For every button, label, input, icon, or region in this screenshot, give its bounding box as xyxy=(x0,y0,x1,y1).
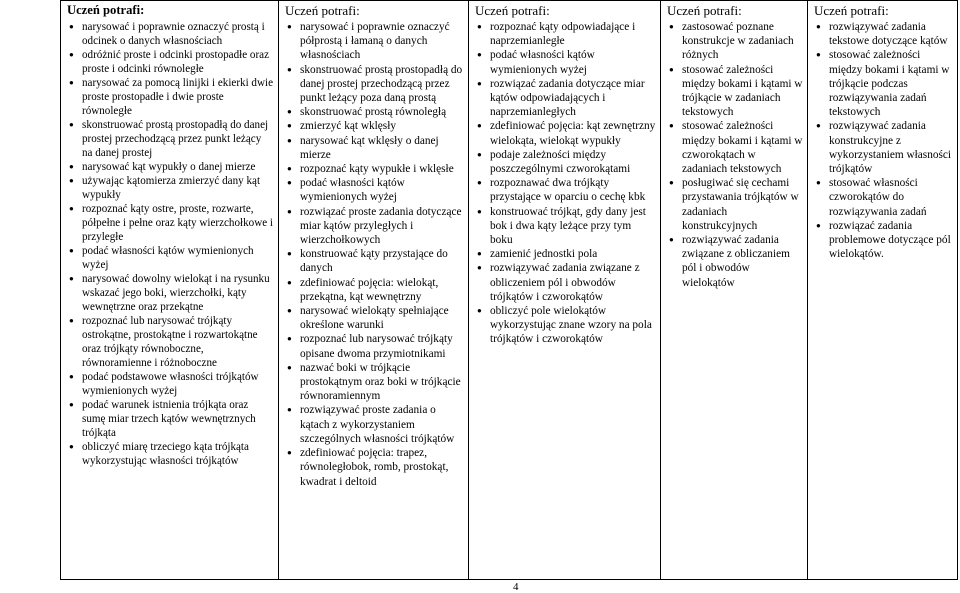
column-header: Uczeń potrafi: xyxy=(667,3,742,18)
list-item: ● rozwiązywać zadania tekstowe dotyczące kątów xyxy=(814,20,955,48)
list-item: ● skonstruować prostą prostopadłą do danej prostej przechodzącą przez punkt leżący na danej prostej xyxy=(67,118,274,160)
list-item: ● podać własności kątów wymienionych wyżej xyxy=(67,244,274,272)
list-item: ● rozpoznać lub narysować trójkąty ostrokątne, prostokątne i rozwartokątne oraz trójkąty równoboczne, równoramienne i różnoboczne xyxy=(67,314,274,370)
list-item: ● zmierzyć kąt wklęsły xyxy=(285,119,464,133)
list-item: ● rozwiązywać zadania związane z obliczeniem pól i obwodów trójkątów i czworokątów xyxy=(475,261,656,304)
list-item: ● skonstruować prostą prostopadłą do danej prostej przechodzącą przez punkt leżący poza daną prostą xyxy=(285,63,464,106)
list-item: ● odróżnić proste i odcinki prostopadłe oraz proste i odcinki równoległe xyxy=(67,48,274,76)
list-item: ● rozwiązać zadania dotyczące miar kątów odpowiadających i naprzemianległych xyxy=(475,77,656,120)
list-item: ● rozwiązywać zadania związane z obliczaniem pól i obwodów wielokątów xyxy=(667,233,803,290)
list-item: ● zastosować poznane konstrukcje w zadaniach różnych xyxy=(667,20,803,63)
list-item: ● podaje zależności między poszczególnymi czworokątami xyxy=(475,148,656,176)
list-item: ● podać własności kątów wymienionych wyżej xyxy=(285,176,464,204)
list-item: ● narysować i poprawnie oznaczyć prostą i odcinek o danych własnościach xyxy=(67,20,274,48)
list-item: ● narysować kąt wypukły o danej mierze xyxy=(67,160,274,174)
column-5 xyxy=(808,1,959,579)
column-3 xyxy=(469,1,661,579)
column-list xyxy=(667,20,803,290)
list-item: ● stosować zależności między bokami i kątami w czworokątach w zadaniach tekstowych xyxy=(667,119,803,176)
list-item: ● rozpoznać kąty odpowiadające i naprzemianległe xyxy=(475,20,656,48)
list-item: ● zdefiniować pojęcia: wielokąt, przekątna, kąt wewnętrzny xyxy=(285,276,464,304)
list-item: ● obliczyć miarę trzeciego kąta trójkąta wykorzystując własności trójkątów xyxy=(67,440,274,468)
column-4 xyxy=(661,1,808,579)
column-header: Uczeń potrafi: xyxy=(475,3,550,18)
list-item: ● nazwać boki w trójkącie prostokątnym oraz boki w trójkącie równoramiennym xyxy=(285,361,464,404)
list-item: ● rozwiązać proste zadania dotyczące miar kątów przyległych i wierzchołkowych xyxy=(285,205,464,248)
list-item: ● narysować wielokąty spełniające określone warunki xyxy=(285,304,464,332)
list-item: ● konstruować trójkąt, gdy dany jest bok i dwa kąty leżące przy tym boku xyxy=(475,205,656,248)
list-item: ● używając kątomierza zmierzyć dany kąt wypukły xyxy=(67,174,274,202)
list-item: ● zdefiniować pojęcia: trapez, równoległobok, romb, prostokąt, kwadrat i deltoid xyxy=(285,446,464,489)
list-item: ● podać własności kątów wymienionych wyżej xyxy=(475,48,656,76)
list-item: ● podać podstawowe własności trójkątów wymienionych wyżej xyxy=(67,370,274,398)
list-item: ● rozwiązywać proste zadania o kątach z wykorzystaniem szczególnych własności trójkątów xyxy=(285,403,464,446)
list-item: ● stosować własności czworokątów do rozwiązywania zadań xyxy=(814,176,955,219)
column-header: Uczeń potrafi: xyxy=(285,3,360,18)
column-1 xyxy=(61,1,279,579)
list-item: ● narysować kąt wklęsły o danej mierze xyxy=(285,134,464,162)
list-item: ● rozwiązywać zadania konstrukcyjne z wykorzystaniem własności trójkątów xyxy=(814,119,955,176)
column-2 xyxy=(279,1,469,579)
list-item: ● zamienić jednostki pola xyxy=(475,247,656,261)
list-item: ● obliczyć pole wielokątów wykorzystując znane wzory na pola trójkątów i czworokątów xyxy=(475,304,656,347)
list-item: ● rozpoznać kąty wypukłe i wklęsłe xyxy=(285,162,464,176)
page-number: 4 xyxy=(513,581,519,593)
list-item: ● rozwiązać zadania problemowe dotyczące pól wielokątów. xyxy=(814,219,955,262)
list-item: ● rozpoznawać dwa trójkąty przystające w oparciu o cechę kbk xyxy=(475,176,656,204)
requirements-table xyxy=(60,0,958,580)
list-item: ● narysować dowolny wielokąt i na rysunku wskazać jego boki, wierzchołki, kąty wewnętrzne oraz przekątne xyxy=(67,272,274,314)
list-item: ● stosować zależności między bokami i kątami w trójkącie podczas rozwiązywania zadań tekstowych xyxy=(814,48,955,119)
column-header: Uczeń potrafi: xyxy=(67,3,145,17)
list-item: ● podać warunek istnienia trójkąta oraz sumę miar trzech kątów wewnętrznych trójkąta xyxy=(67,398,274,440)
column-list xyxy=(67,20,274,468)
list-item: ● posługiwać się cechami przystawania trójkątów w zadaniach konstrukcyjnych xyxy=(667,176,803,233)
list-item: ● narysować za pomocą linijki i ekierki dwie proste prostopadłe i dwie proste równoległe xyxy=(67,76,274,118)
column-list xyxy=(475,20,656,347)
list-item: ● konstruować kąty przystające do danych xyxy=(285,247,464,275)
list-item: ● narysować i poprawnie oznaczyć półprostą i łamaną o danych własnościach xyxy=(285,20,464,63)
column-list xyxy=(285,20,464,489)
list-item: ● stosować zależności między bokami i kątami w trójkącie w zadaniach tekstowych xyxy=(667,63,803,120)
list-item: ● rozpoznać kąty ostre, proste, rozwarte, półpełne i pełne oraz kąty wierzchołkowe i przyległe xyxy=(67,202,274,244)
column-list xyxy=(814,20,955,261)
column-header: Uczeń potrafi: xyxy=(814,3,889,18)
list-item: ● rozpoznać lub narysować trójkąty opisane dwoma przymiotnikami xyxy=(285,332,464,360)
list-item: ● zdefiniować pojęcia: kąt zewnętrzny wielokąta, wielokąt wypukły xyxy=(475,119,656,147)
list-item: ● skonstruować prostą równoległą xyxy=(285,105,464,119)
